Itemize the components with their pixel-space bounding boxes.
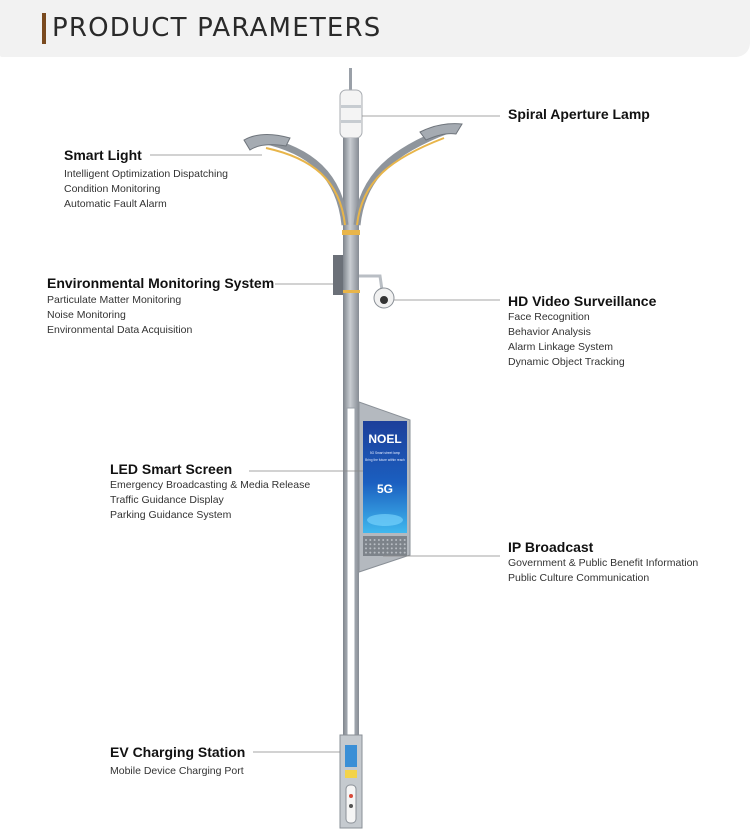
grille-dot xyxy=(378,552,380,554)
label-line: Government & Public Benefit Information xyxy=(508,557,699,569)
page-title: PRODUCT PARAMETERS xyxy=(52,13,382,43)
grille-dot xyxy=(395,547,397,549)
grille-dot xyxy=(365,552,367,554)
label-line: Alarm Linkage System xyxy=(508,341,614,353)
grille-dot xyxy=(395,539,397,541)
grille-dot xyxy=(404,539,406,541)
label-line: Traffic Guidance Display xyxy=(110,494,224,506)
grille-dot xyxy=(369,539,371,541)
label-line: Behavior Analysis xyxy=(508,326,591,338)
label-line: Mobile Device Charging Port xyxy=(110,765,244,777)
grille-dot xyxy=(391,552,393,554)
grille-dot xyxy=(404,543,406,545)
grille-dot xyxy=(378,539,380,541)
label-title: EV Charging Station xyxy=(110,744,246,760)
speaker-grille xyxy=(363,536,407,556)
label-ip-broadcast xyxy=(508,538,698,586)
right-arm xyxy=(357,130,448,225)
screen-brand: NOEL xyxy=(368,432,402,446)
grille-dot xyxy=(374,543,376,545)
left-arm xyxy=(262,140,345,225)
label-title: IP Broadcast xyxy=(508,539,594,555)
grille-dot xyxy=(387,543,389,545)
grille-dot xyxy=(365,543,367,545)
label-led-smart-screen xyxy=(110,460,310,523)
grille-dot xyxy=(399,547,401,549)
label-title: Environmental Monitoring System xyxy=(47,275,275,291)
grille-dot xyxy=(399,543,401,545)
env-sensor-box xyxy=(333,255,343,295)
label-line: Public Culture Communication xyxy=(508,572,650,584)
antenna xyxy=(349,68,352,92)
label-line: Emergency Broadcasting & Media Release xyxy=(110,479,311,491)
grille-dot xyxy=(399,539,401,541)
label-line: Environmental Data Acquisition xyxy=(47,324,193,336)
spiral-lamp xyxy=(340,90,362,138)
grille-dot xyxy=(365,547,367,549)
grille-dot xyxy=(382,547,384,549)
label-line: Automatic Fault Alarm xyxy=(64,198,167,210)
label-line: Parking Guidance System xyxy=(110,509,232,521)
grille-dot xyxy=(387,547,389,549)
grille-dot xyxy=(382,539,384,541)
grille-dot xyxy=(395,552,397,554)
right-lamp-head xyxy=(420,124,462,140)
label-hd-video-surveillance xyxy=(508,292,656,370)
label-line: Particulate Matter Monitoring xyxy=(47,294,182,306)
grille-dot xyxy=(365,539,367,541)
screen-5g-badge: 5G xyxy=(376,482,394,496)
label-environmental-monitoring xyxy=(47,274,274,338)
grille-dot xyxy=(395,543,397,545)
grille-dot xyxy=(374,539,376,541)
grille-dot xyxy=(382,552,384,554)
grille-dot xyxy=(374,547,376,549)
grille-dot xyxy=(387,539,389,541)
screen-subtag: Bring the future within reach xyxy=(365,458,405,462)
label-title: HD Video Surveillance xyxy=(508,293,657,309)
grille-dot xyxy=(391,543,393,545)
label-title: Smart Light xyxy=(64,147,142,163)
label-line: Dynamic Object Tracking xyxy=(508,356,625,368)
screen-tagline: 5G Smart street lamp xyxy=(369,451,401,455)
label-title: LED Smart Screen xyxy=(110,461,233,477)
grille-dot xyxy=(378,547,380,549)
label-spiral-aperture-lamp xyxy=(508,105,650,123)
grille-dot xyxy=(369,543,371,545)
label-line: Condition Monitoring xyxy=(64,183,161,195)
label-title: Spiral Aperture Lamp xyxy=(508,106,650,122)
grille-dot xyxy=(382,543,384,545)
grille-dot xyxy=(378,543,380,545)
grille-dot xyxy=(391,547,393,549)
grille-dot xyxy=(391,539,393,541)
label-ev-charging-station xyxy=(110,743,245,779)
grille-dot xyxy=(387,552,389,554)
grille-dot xyxy=(369,547,371,549)
label-line: Intelligent Optimization Dispatching xyxy=(64,168,229,180)
grille-dot xyxy=(399,552,401,554)
grille-dot xyxy=(374,552,376,554)
grille-dot xyxy=(404,547,406,549)
label-line: Face Recognition xyxy=(508,311,590,323)
grille-dot xyxy=(369,552,371,554)
label-line: Noise Monitoring xyxy=(47,309,126,321)
grille-dot xyxy=(404,552,406,554)
label-smart-light xyxy=(64,146,228,212)
